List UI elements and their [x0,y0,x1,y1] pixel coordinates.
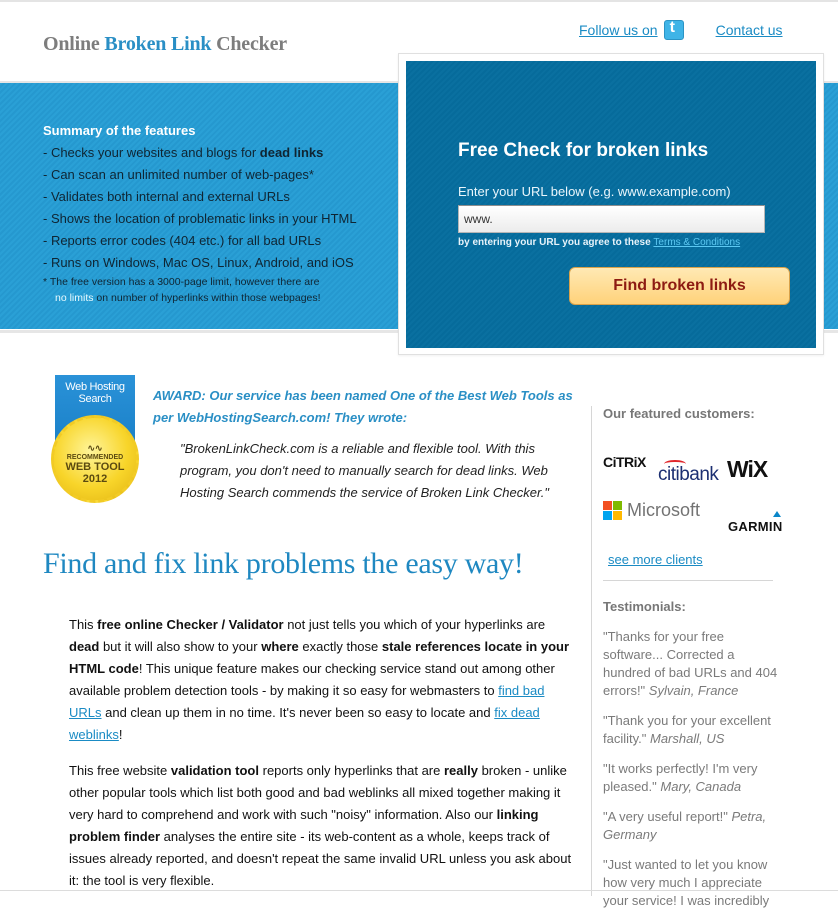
header-links [579,20,783,40]
citibank-text: citibank [658,464,719,485]
bold-text: really [443,763,478,778]
citibank-arc-icon [664,460,686,468]
sidebar-divider [603,580,773,581]
form-title: Free Check for broken links [458,140,709,161]
text: reports only hyperlinks that are [259,763,444,778]
find-bad-urls-link[interactable]: find bad URLs [69,683,545,720]
testimonial-author: Sylvain, France [648,683,739,698]
text: but it will also show to your [99,639,262,654]
feature-item: - Validates both internal and external URLs [43,189,290,204]
check-form [406,61,816,348]
testimonial [603,628,783,700]
testimonial [603,808,783,844]
footnote-line-2 [43,290,357,306]
feature-text: - Checks your websites and blogs for [43,145,260,160]
feature-item: - Runs on Windows, Mac OS, Linux, Android, and iOS [43,255,354,270]
testimonial [603,712,783,748]
features-summary [43,120,357,306]
logo-text-online: Online [43,33,105,55]
follow-us-link[interactable]: Follow us on [579,22,658,38]
check-form-card [398,53,824,355]
main-heading: Find and fix link problems the easy way! [43,547,524,580]
badge-ornament: ∿∿ [87,443,103,453]
feature-item: - Shows the location of problematic links in your HTML [43,211,357,226]
award-title: AWARD: Our service has been named One of the Best Web Tools as per WebHostingSearch.com! They wrote: [153,388,573,425]
citibank-logo [658,464,718,486]
garmin-logo [728,519,783,534]
wix-logo: WiX [727,456,768,482]
text: This free website [69,763,171,778]
testimonial-quote: "Thanks for your free software... Corrected a hundred of bad URLs and 404 errors!" [603,629,778,698]
url-input[interactable] [458,205,765,233]
bold-text: free online Checker / Validator [97,617,284,632]
testimonial-author: Petra, Germany [603,809,767,842]
bottom-divider [0,890,838,891]
testimonial [603,760,783,796]
citrix-logo [603,454,646,470]
terms-notice [458,237,740,248]
text: ! [118,727,123,742]
contact-us-link[interactable]: Contact us [715,22,783,38]
logo-text-broken-link: Broken Link [104,33,212,55]
bold-text: stale references locate in your HTML code [69,639,570,676]
terms-link[interactable]: Terms & Conditions [653,237,741,248]
fix-dead-weblinks-link[interactable]: fix dead weblinks [69,705,540,742]
feature-item: - Can scan an unlimited number of web-pages* [43,167,314,182]
microsoft-logo [603,500,700,521]
testimonials-heading: Testimonials: [603,599,686,614]
badge-web-tool: WEB TOOL [65,461,125,473]
bold-text: validation tool [170,763,259,778]
testimonial-quote: "It works perfectly! I'm very pleased." [603,761,758,794]
text: analyses the entire site - its web-content as a whole, keeps track of issues already reported, and doesn't repeat the same invalid URL unless you ask about it: the tool is very flexible. [69,829,572,888]
garmin-triangle-icon [773,511,781,517]
microsoft-text: Microsoft [627,500,701,520]
badge-recommended: RECOMMENDED [66,454,124,461]
text: broken - unlike other popular tools which list both good and bad weblinks all mixed together making it very hard to comprehend and work with such "noisy" information. Also our [69,763,567,822]
bold-text: linking problem finder [69,807,539,844]
footnote-line-1: * The free version has a 3000-page limit, however there are [43,276,320,288]
garmin-text: GARMIN [728,519,783,534]
citrix-text: CiTRiX [603,454,646,470]
features-heading: Summary of the features [43,123,196,138]
microsoft-grid-icon [603,501,622,520]
see-more-clients-link[interactable]: see more clients [608,552,703,567]
award-quote: "BrokenLinkCheck.com is a reliable and flexible tool. With this program, you don't need to manually search for dead links. Web Hosting Search commends the service of Broken Link Checker." [180,441,550,500]
testimonial-quote: "A very useful report!" [603,809,732,824]
find-broken-links-button[interactable]: Find broken links [569,267,790,305]
badge-header: Web Hosting Search [55,375,135,447]
testimonial-author: Marshall, US [650,731,725,746]
award-badge [55,375,135,503]
testimonial-quote: "Just wanted to let you know how very much I appreciate your service! I was incredibly [603,857,770,908]
footnote-rest: on number of hyperlinks within those webpages! [93,292,321,304]
badge-year: 2012 [82,473,108,485]
bold-text: dead [69,639,100,654]
no-limits-highlight: no limits [55,292,94,304]
bold-text: where [261,639,299,654]
top-border [0,0,838,3]
text: exactly those [298,639,382,654]
intro-paragraph [69,614,577,746]
logo-text-checker: Checker [211,33,287,55]
feature-bold: dead links [259,145,324,160]
customer-logos [603,429,791,539]
features-footnote [43,274,357,306]
text: ! This unique feature makes our checking service stand out among other available problem detection tools - by making it so easy for webmasters to [69,661,555,698]
terms-prefix: by entering your URL you agree to these [458,237,654,248]
text: not just tells you which of your hyperlinks are [283,617,546,632]
validation-paragraph [69,760,577,892]
feature-item [43,142,357,164]
text: and clean up them in no time. It's never been so easy to locate and [101,705,495,720]
text: This [69,617,98,632]
testimonial [603,856,783,910]
testimonial-quote: "Thank you for your excellent facility." [603,713,771,746]
twitter-icon[interactable] [664,20,684,40]
sidebar [591,406,791,908]
site-logo[interactable] [43,33,287,56]
feature-item: - Reports error codes (404 etc.) for all bad URLs [43,233,322,248]
testimonial-author: Mary, Canada [660,779,742,794]
url-label: Enter your URL below (e.g. www.example.com) [458,184,731,199]
badge-seal-icon [51,415,139,503]
customers-heading: Our featured customers: [603,406,755,421]
